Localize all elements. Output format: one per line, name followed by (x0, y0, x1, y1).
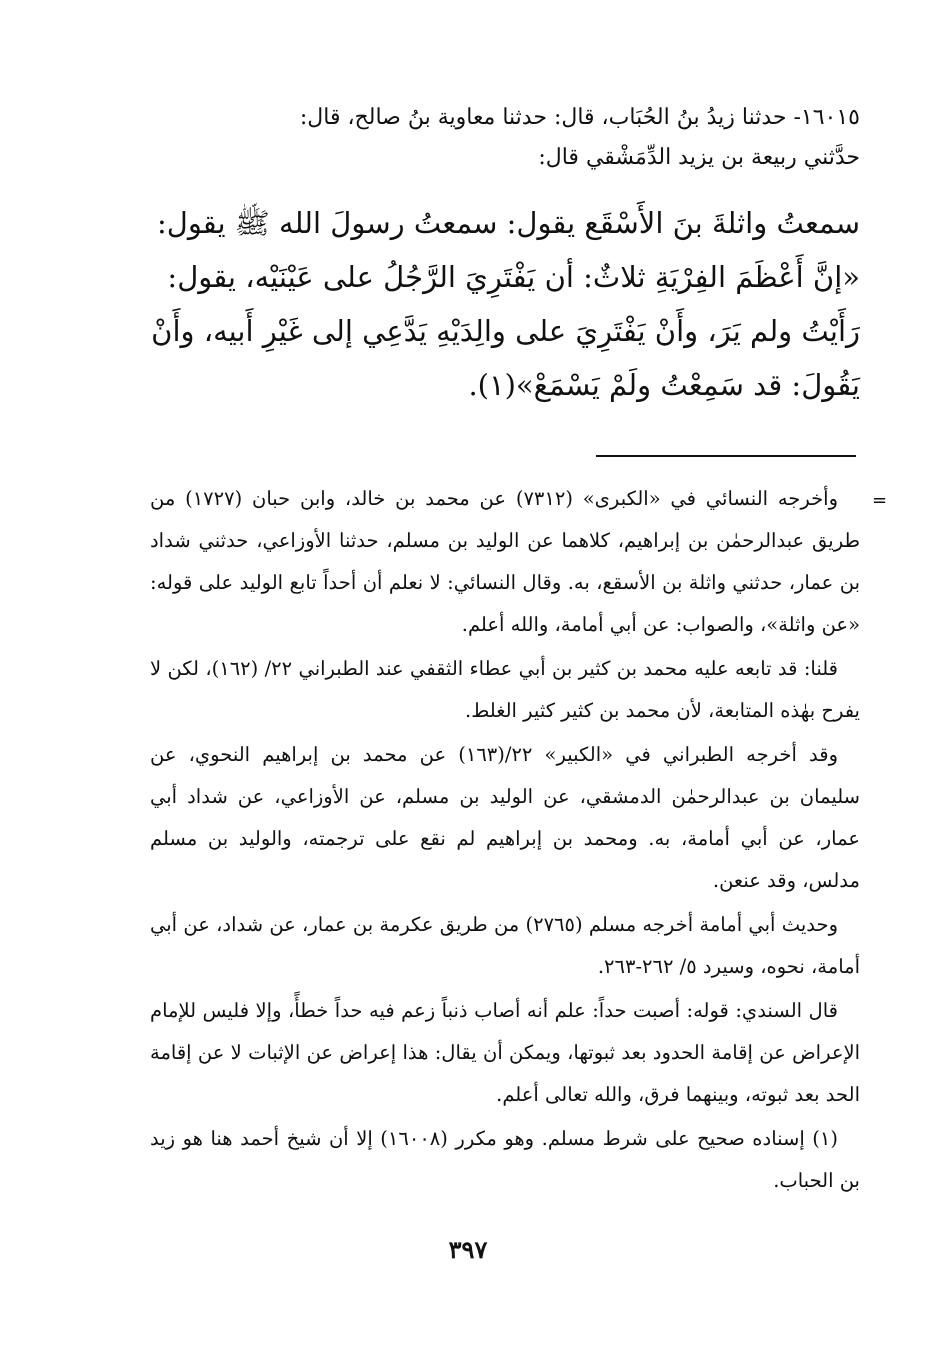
footnote-paragraph: وأخرجه النسائي في «الكبرى» (٧٣١٢) عن محمد بن خالد، وابن حبان (١٧٢٧) من طريق عبدالرحمٰن بن إبراهيم، كلاهما عن الوليد بن مسلم، حدثنا الأوزاعي، حدثني شداد بن عمار، حدثني واثلة بن الأسقع، به. وقال النسائي: لا نعلم أن أحداً تابع الوليد على قوله: «عن واثلة»، والصواب: عن أبي أمامة، والله أعلم. (150, 487, 860, 636)
footnote-paragraph: قال السندي: قوله: أصبت حداً: علم أنه أصاب ذنباً زعم فيه حداً خطأً، وإلا فليس للإمام الإعراض عن إقامة الحدود بعد ثبوتها، ويمكن أن يقال: هذا إعراض عن الإثبات لا عن إقامة الحد بعد ثبوته، وبينهما فرق، والله تعالى أعلم. (150, 999, 860, 1106)
footnote-paragraph: وحديث أبي أمامة أخرجه مسلم (٢٧٦٥) من طريق عكرمة بن عمار، عن شداد، عن أبي أمامة، نحوه، وسيرد ٥/ ٢٦٢-٢٦٣. (150, 913, 860, 978)
footnote-1: (١) إسناده صحيح على شرط مسلم. وهو مكرر (١٦٠٠٨) إلا أن شيخ أحمد هنا هو زيد بن الحباب. (150, 1127, 860, 1192)
footnote-separator (596, 455, 856, 457)
isnad-line: حدَّثني ربيعة بن يزيد الدِّمَشْقي قال: (538, 145, 860, 170)
page-number: ٣٩٧ (448, 1235, 488, 1264)
isnad-line: ١٦٠١٥- حدثنا زيدُ بنُ الحُبَاب، قال: حدثنا معاوية بنُ صالح، قال: (299, 105, 860, 130)
matn-line: يَقُولَ: قد سَمِعْتُ ولَمْ يَسْمَعْ»(١). (468, 368, 860, 402)
footnote-paragraph: وقد أخرجه الطبراني في «الكبير» ٢٢/(١٦٣) عن محمد بن إبراهيم النحوي، عن سليمان بن عبدالرحمٰن الدمشقي، عن الوليد بن مسلم، عن الأوزاعي، عن شداد أبي عمار، عن أبي أمامة، به. ومحمد بن إبراهيم لم نقع على ترجمته، والوليد بن مسلم مدلس، وقد عنعن. (150, 743, 860, 892)
hadith-matn (150, 196, 860, 412)
matn-line: سمعتُ واثلةَ بنَ الأَسْقَع يقول: سمعتُ رسولَ الله ﷺ يقول: (156, 206, 860, 240)
footnotes (150, 478, 860, 1204)
matn-line: رَأَيْتُ ولم يَرَ، وأَنْ يَفْتَرِيَ على والِدَيْهِ يَدَّعِي إلى غَيْرِ أَبيه، وأَنْ (151, 314, 860, 348)
matn-line: «إنَّ أَعْظَمَ الفِرْيَةِ ثلاثٌ: أن يَفْتَرِيَ الرَّجُلُ على عَيْنَيْه، يقول: (167, 260, 860, 294)
footnote-paragraph: قلنا: قد تابعه عليه محمد بن كثير بن أبي عطاء الثقفي عند الطبراني ٢٢/ (١٦٢)، لكن لا يفرح بهٰذه المتابعة، لأن محمد بن كثير كثير الغلط. (150, 657, 860, 722)
footnote-continuation-mark: = (872, 490, 888, 511)
hadith-isnad (150, 98, 860, 178)
